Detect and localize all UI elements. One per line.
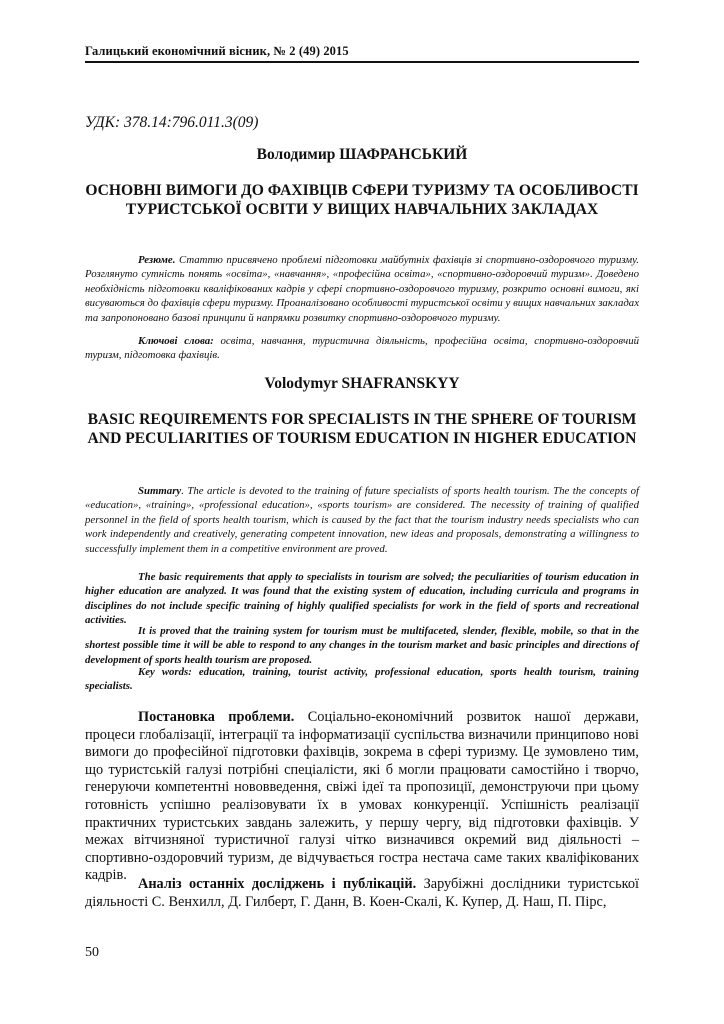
problem-text: Соціально-економічний розвиток нашої держави, процеси глобалізації, інтеграції та інформатизації суспільства визначили принципово нові вимоги до професійної підготовки фахівців, зокрема в сфері туризму. Це зумовлено тим, що туристській галузі потрібні спеціалісти, які б могли працювати самостійно і творчо, генеруючи компетентні нововведення, свіжі ідеї та пропозиції, демонструючи при цьому готовність успішно реалізовувати їх в умовах конкуренції. Успішність реалізації практичних туристських завдань залежить, у першу чергу, від підготовки фахівців. У межах вітчизняної туристичної галузі чітко визначився окремий вид діяльності – спортивно-оздоровчий туризм, де відчувається гостра нестача саме таких кваліфікованих кадрів. bbox=[85, 709, 639, 884]
author-ua: Володимир ШАФРАНСЬКИЙ bbox=[256, 146, 468, 163]
abstract-en-label: Summary bbox=[138, 485, 182, 497]
abstract-en-para3: It is proved that the training system for tourism must be multifaceted, slender, flexible, mobile, so that in the shortest possible time it will be able to respond to any changes in the tourism market and basic principles and directions of development of sports health tourism are proposed. bbox=[85, 625, 639, 666]
author-en: Volodymyr SHAFRANSKYY bbox=[264, 375, 460, 392]
abstract-en bbox=[85, 484, 639, 556]
keywords-en bbox=[85, 665, 639, 694]
keywords-en-label: Key words: bbox=[138, 666, 192, 678]
header-divider bbox=[85, 61, 639, 63]
title-en: BASIC REQUIREMENTS FOR SPECIALISTS IN THE SPHERE OF TOURISM AND PECULIARITIES OF TOURISM EDUCATION IN HIGHER EDUCATION bbox=[87, 411, 637, 447]
abstract-ua-label: Резюме. bbox=[138, 254, 176, 266]
udk-code: УДК: 378.14:796.011.3(09) bbox=[85, 114, 259, 131]
keywords-en-text: education, training, tourist activity, professional education, sports health tourism, training specialists. bbox=[85, 666, 640, 693]
keywords-ua bbox=[85, 334, 639, 363]
abstract-en-text: . The article is devoted to the training of future specialists of sports health tourism. The the concepts of «education», «training», «professional education», «sports tourism» are considered. The necessity of training of qualified personnel in the field of sports health tourism, which is caused by the fact that the tourism industry needs specialists who can work independently and creatively, generating competent innovation, new ideas and proposals, demonstrating a willingness to successfully implement them in a competitive environment are proved. bbox=[85, 485, 639, 555]
abstract-ua bbox=[85, 253, 639, 325]
title-ua: ОСНОВНІ ВИМОГИ ДО ФАХІВЦІВ СФЕРИ ТУРИЗМУ ТА ОСОБЛИВОСТІ ТУРИСТСЬКОЇ ОСВІТИ У ВИЩИХ НАВЧАЛЬНИХ ЗАКЛАДАХ bbox=[85, 182, 639, 218]
analysis-heading: Аналіз останніх досліджень і публікацій. bbox=[138, 876, 417, 892]
paper-page bbox=[85, 0, 639, 1024]
keywords-ua-label: Ключові слова: bbox=[138, 335, 214, 347]
abstract-ua-text: Статтю присвячено проблемі підготовки майбутніх фахівців зі спортивно-оздоровчого туризму. Розглянуто сутність понять «освіта», «навчання», «професійна освіта», «спортивно-оздоровчий туризм». Доведено необхідність підготовки кваліфікованих кадрів у сфері спортивно-оздоровчого туризму, розкрито основні вимоги, які висуваються до фахівців сфери туризму. Проаналізовано особливості туристської освіти у вищих навчальних закладах та запропоновано базові принципи й напрямки розвитку спортивно-оздоровчого туризму. bbox=[85, 254, 639, 324]
keywords-ua-text: освіта, навчання, туристична діяльність, професійна освіта, спортивно-оздоровчий туризм, підготовка фахівців. bbox=[85, 335, 639, 362]
analysis-text: Зарубіжні дослідники туристської діяльності С. Венхилл, Д. Гилберт, Г. Данн, В. Коен-Скалі, К. Купер, Д. Наш, П. Пірс, bbox=[85, 876, 639, 910]
page-number: 50 bbox=[85, 945, 99, 960]
body-paragraph-analysis bbox=[85, 876, 639, 911]
problem-heading: Постановка проблеми. bbox=[138, 709, 295, 725]
abstract-en-para2: The basic requirements that apply to specialists in tourism are solved; the peculiarities of tourism education in higher education are analyzed. It was found that the existing system of education, including curricula and programs in disciplines do not include specific training of highly qualified specialists for work in the field of sports and recreational activities. bbox=[85, 571, 639, 627]
journal-header: Галицький економічний вісник, № 2 (49) 2015 bbox=[85, 44, 349, 58]
body-paragraph-problem bbox=[85, 709, 639, 885]
